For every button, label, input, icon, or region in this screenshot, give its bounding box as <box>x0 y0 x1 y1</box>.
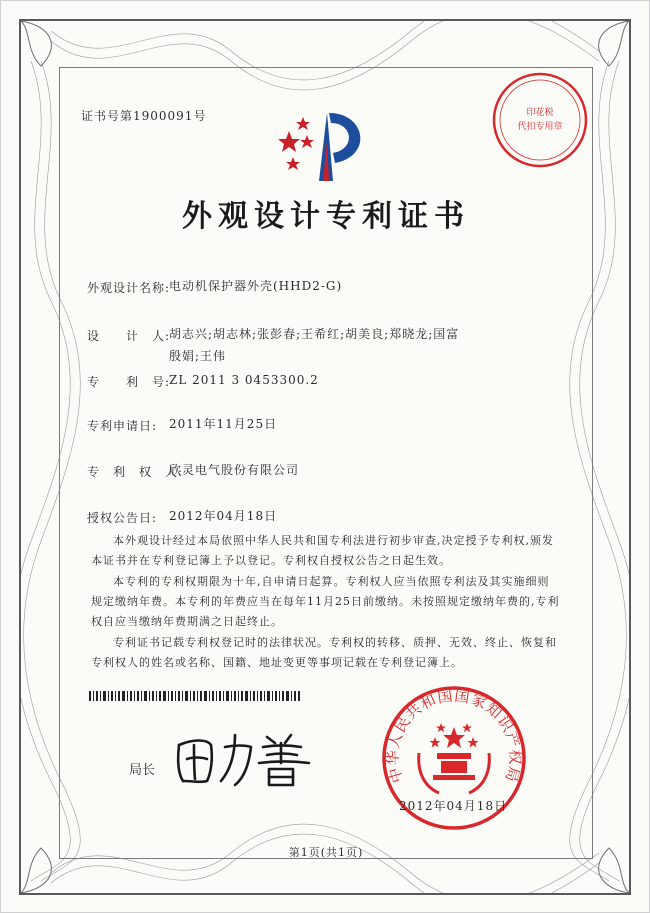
body-paragraph-status: 专利证书记载专利权登记时的法律状况。专利权的转移、质押、无效、终止、恢复和专利权人的姓名或名称、国籍、地址变更等事项记载在专利登记簿上。 <box>91 636 557 669</box>
svg-text:中华人民共和国国家知识产权局: 中华人民共和国国家知识产权局 <box>383 686 525 785</box>
patentee-label: 专 利 权 人: <box>87 465 184 479</box>
patentee-value: 欣灵电气股份有限公司 <box>169 463 300 477</box>
patent-number-value: ZL 2011 3 0453300.2 <box>169 373 319 387</box>
designer-label: 设 计 人: <box>87 329 171 343</box>
grant-date-value: 2012年04月18日 <box>169 509 278 523</box>
design-name-value: 电动机保护器外壳(HHD2-G) <box>169 279 343 293</box>
certificate-number: 证书号第1900091号 <box>81 109 207 123</box>
patent-number-label: 专 利 号: <box>87 375 171 389</box>
agent-seal-stamp <box>485 65 595 175</box>
director-label: 局长 <box>129 763 156 778</box>
certificate-body-text <box>91 531 561 674</box>
page-footer: 第1页(共1页) <box>288 846 364 859</box>
seal-date: 2012年04月18日 <box>399 799 508 813</box>
body-paragraph-term: 本专利的专利权期限为十年,自申请日起算。专利权人应当依照专利法及其实施细则规定缴纳年费。本专利的年费应当在每年11月25日前缴纳。未按照规定缴纳年费的,专利权自应当缴纳年费期满之日起终止。 <box>91 575 560 628</box>
svg-text:印花税: 印花税 <box>526 108 554 118</box>
barcode <box>89 691 301 701</box>
application-date-label: 专利申请日: <box>87 419 158 433</box>
grant-date-label: 授权公告日: <box>87 511 158 525</box>
design-name-label: 外观设计名称: <box>87 281 171 295</box>
director-signature <box>171 723 321 793</box>
body-paragraph-grant: 本外观设计经过本局依照中华人民共和国专利法进行初步审查,决定授予专利权,颁发本证书并在专利登记簿上予以登记。专利权自授权公告之日起生效。 <box>91 534 554 567</box>
svg-text:代扣专用章: 代扣专用章 <box>517 122 563 132</box>
document-title: 外观设计专利证书 <box>182 199 470 234</box>
patent-office-logo-icon <box>271 101 381 191</box>
application-date-value: 2011年11月25日 <box>169 417 278 431</box>
designer-value: 胡志兴;胡志林;张彭春;王希红;胡美良;郑晓龙;国富殷娟;王伟 <box>169 327 460 363</box>
